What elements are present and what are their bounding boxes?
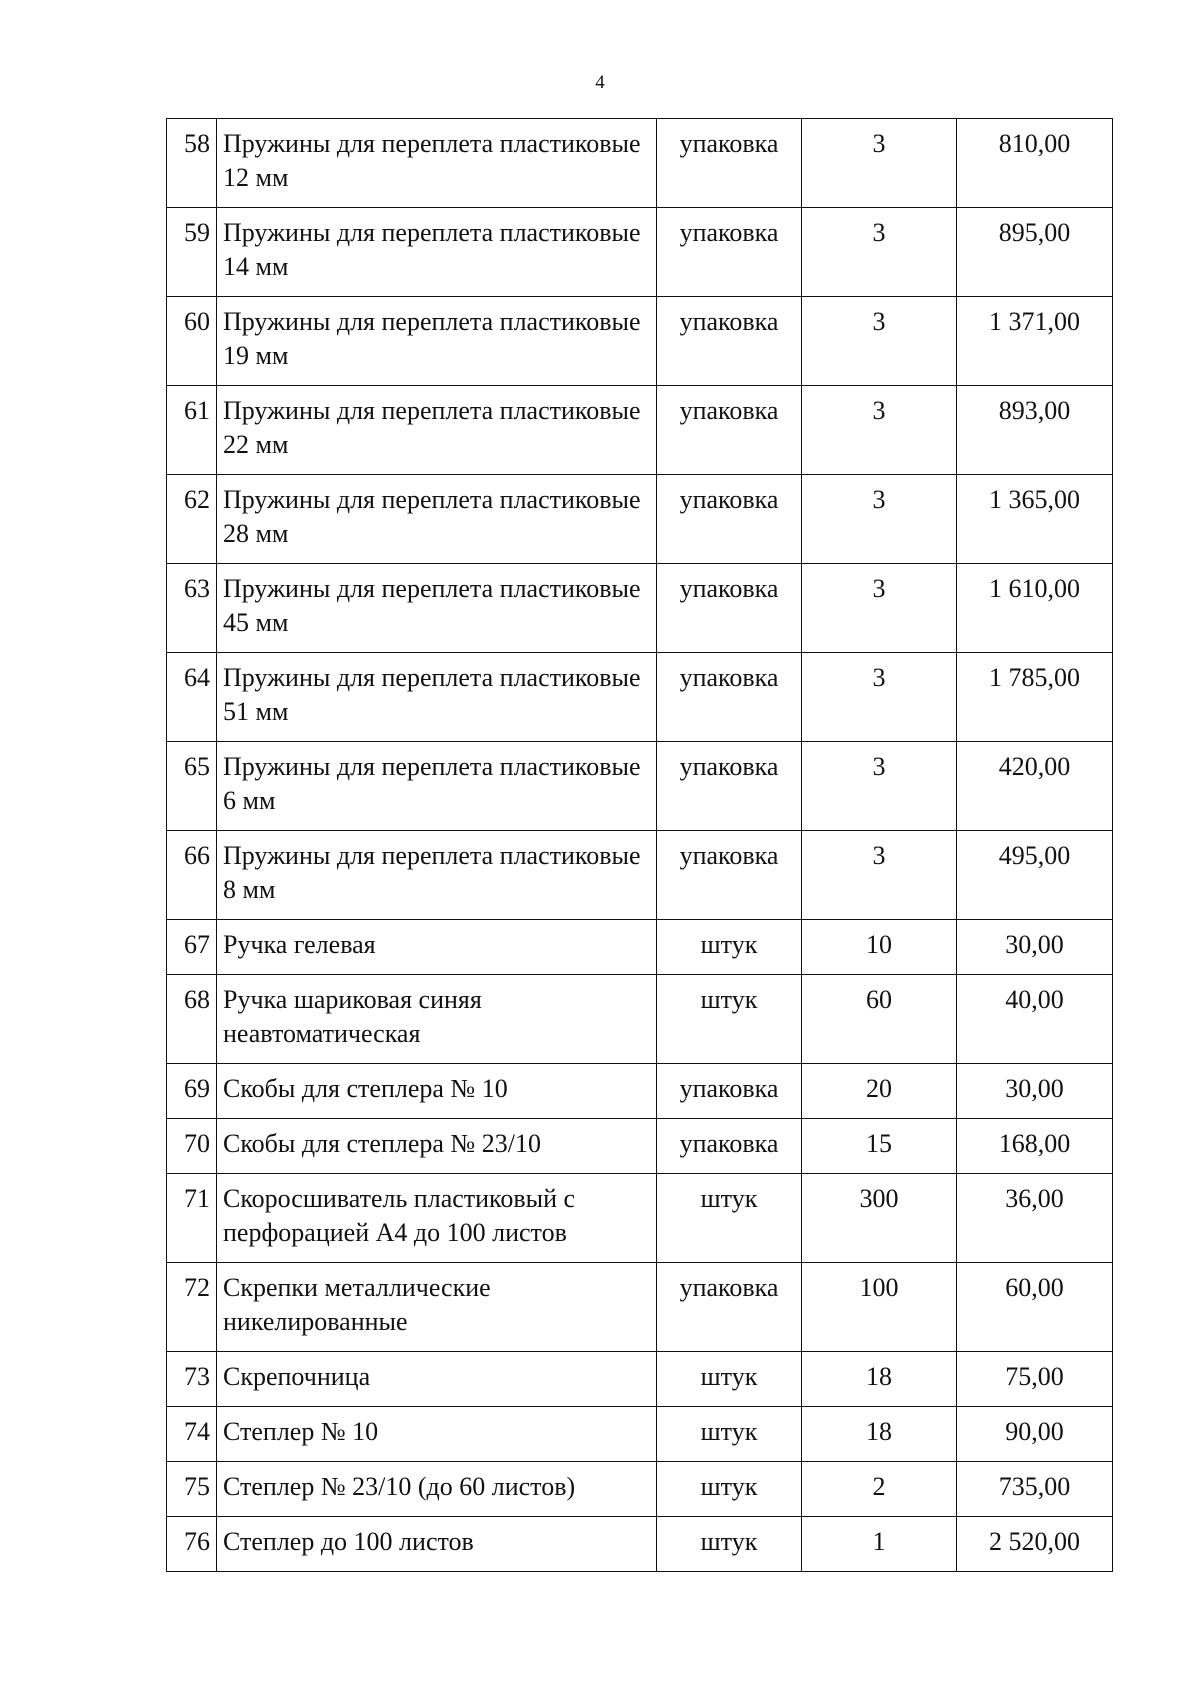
item-quantity: 300: [802, 1174, 957, 1263]
item-unit: упаковка: [657, 386, 802, 475]
item-unit: упаковка: [657, 653, 802, 742]
row-number: 70: [167, 1119, 217, 1174]
item-price: 895,00: [957, 208, 1113, 297]
table-row: [167, 975, 1113, 1064]
item-unit: штук: [657, 1462, 802, 1517]
item-name: Пружины для переплета пластиковые 6 мм: [217, 742, 657, 831]
item-price: 168,00: [957, 1119, 1113, 1174]
item-unit: упаковка: [657, 475, 802, 564]
items-table-body: [167, 119, 1113, 1572]
row-number: 73: [167, 1352, 217, 1407]
item-quantity: 1: [802, 1517, 957, 1572]
row-number: 71: [167, 1174, 217, 1263]
table-row: [167, 653, 1113, 742]
item-price: 30,00: [957, 1064, 1113, 1119]
item-quantity: 10: [802, 920, 957, 975]
items-table: [166, 118, 1113, 1572]
table-row: [167, 564, 1113, 653]
item-name: Ручка шариковая синяя неавтоматическая: [217, 975, 657, 1064]
item-price: 2 520,00: [957, 1517, 1113, 1572]
item-name: Степлер № 10: [217, 1407, 657, 1462]
item-price: 893,00: [957, 386, 1113, 475]
item-quantity: 3: [802, 297, 957, 386]
item-name: Пружины для переплета пластиковые 45 мм: [217, 564, 657, 653]
item-name: Степлер № 23/10 (до 60 листов): [217, 1462, 657, 1517]
item-price: 36,00: [957, 1174, 1113, 1263]
item-price: 735,00: [957, 1462, 1113, 1517]
table-row: [167, 208, 1113, 297]
table-row: [167, 831, 1113, 920]
item-unit: упаковка: [657, 119, 802, 208]
item-unit: штук: [657, 975, 802, 1064]
table-row: [167, 1462, 1113, 1517]
item-name: Ручка гелевая: [217, 920, 657, 975]
item-name: Пружины для переплета пластиковые 51 мм: [217, 653, 657, 742]
item-quantity: 3: [802, 208, 957, 297]
item-name: Пружины для переплета пластиковые 19 мм: [217, 297, 657, 386]
table-row: [167, 119, 1113, 208]
item-name: Пружины для переплета пластиковые 28 мм: [217, 475, 657, 564]
table-row: [167, 1119, 1113, 1174]
item-quantity: 18: [802, 1352, 957, 1407]
item-unit: штук: [657, 1174, 802, 1263]
item-price: 30,00: [957, 920, 1113, 975]
item-unit: упаковка: [657, 1263, 802, 1352]
row-number: 74: [167, 1407, 217, 1462]
item-unit: упаковка: [657, 208, 802, 297]
table-row: [167, 386, 1113, 475]
row-number: 72: [167, 1263, 217, 1352]
item-quantity: 3: [802, 119, 957, 208]
row-number: 59: [167, 208, 217, 297]
table-row: [167, 475, 1113, 564]
item-unit: упаковка: [657, 831, 802, 920]
item-quantity: 20: [802, 1064, 957, 1119]
item-price: 90,00: [957, 1407, 1113, 1462]
item-name: Скрепочница: [217, 1352, 657, 1407]
item-unit: упаковка: [657, 297, 802, 386]
row-number: 64: [167, 653, 217, 742]
table-row: [167, 1352, 1113, 1407]
item-price: 1 371,00: [957, 297, 1113, 386]
item-name: Скобы для степлера № 23/10: [217, 1119, 657, 1174]
item-price: 420,00: [957, 742, 1113, 831]
row-number: 60: [167, 297, 217, 386]
item-unit: штук: [657, 920, 802, 975]
item-quantity: 3: [802, 742, 957, 831]
table-row: [167, 1263, 1113, 1352]
page-number: 4: [595, 72, 605, 93]
item-unit: упаковка: [657, 1064, 802, 1119]
item-name: Скрепки металлические никелированные: [217, 1263, 657, 1352]
item-unit: упаковка: [657, 564, 802, 653]
table-row: [167, 297, 1113, 386]
item-quantity: 3: [802, 475, 957, 564]
row-number: 62: [167, 475, 217, 564]
item-quantity: 2: [802, 1462, 957, 1517]
item-name: Пружины для переплета пластиковые 22 мм: [217, 386, 657, 475]
item-unit: упаковка: [657, 742, 802, 831]
item-price: 1 365,00: [957, 475, 1113, 564]
row-number: 68: [167, 975, 217, 1064]
item-unit: штук: [657, 1407, 802, 1462]
item-name: Скоросшиватель пластиковый с перфорацией А4 до 100 листов: [217, 1174, 657, 1263]
item-price: 1 610,00: [957, 564, 1113, 653]
row-number: 58: [167, 119, 217, 208]
item-price: 60,00: [957, 1263, 1113, 1352]
item-price: 40,00: [957, 975, 1113, 1064]
row-number: 67: [167, 920, 217, 975]
item-unit: штук: [657, 1352, 802, 1407]
item-price: 75,00: [957, 1352, 1113, 1407]
item-price: 1 785,00: [957, 653, 1113, 742]
item-unit: упаковка: [657, 1119, 802, 1174]
item-quantity: 3: [802, 564, 957, 653]
item-price: 810,00: [957, 119, 1113, 208]
row-number: 69: [167, 1064, 217, 1119]
item-name: Пружины для переплета пластиковые 14 мм: [217, 208, 657, 297]
table-row: [167, 742, 1113, 831]
table-row: [167, 1064, 1113, 1119]
table-row: [167, 1407, 1113, 1462]
item-name: Пружины для переплета пластиковые 12 мм: [217, 119, 657, 208]
item-quantity: 15: [802, 1119, 957, 1174]
table-row: [167, 920, 1113, 975]
item-quantity: 3: [802, 386, 957, 475]
row-number: 66: [167, 831, 217, 920]
item-quantity: 100: [802, 1263, 957, 1352]
item-price: 495,00: [957, 831, 1113, 920]
item-quantity: 60: [802, 975, 957, 1064]
item-quantity: 18: [802, 1407, 957, 1462]
item-name: Пружины для переплета пластиковые 8 мм: [217, 831, 657, 920]
item-name: Скобы для степлера № 10: [217, 1064, 657, 1119]
item-quantity: 3: [802, 653, 957, 742]
row-number: 63: [167, 564, 217, 653]
table-row: [167, 1517, 1113, 1572]
item-unit: штук: [657, 1517, 802, 1572]
item-quantity: 3: [802, 831, 957, 920]
row-number: 76: [167, 1517, 217, 1572]
row-number: 75: [167, 1462, 217, 1517]
row-number: 61: [167, 386, 217, 475]
row-number: 65: [167, 742, 217, 831]
item-name: Степлер до 100 листов: [217, 1517, 657, 1572]
table-row: [167, 1174, 1113, 1263]
